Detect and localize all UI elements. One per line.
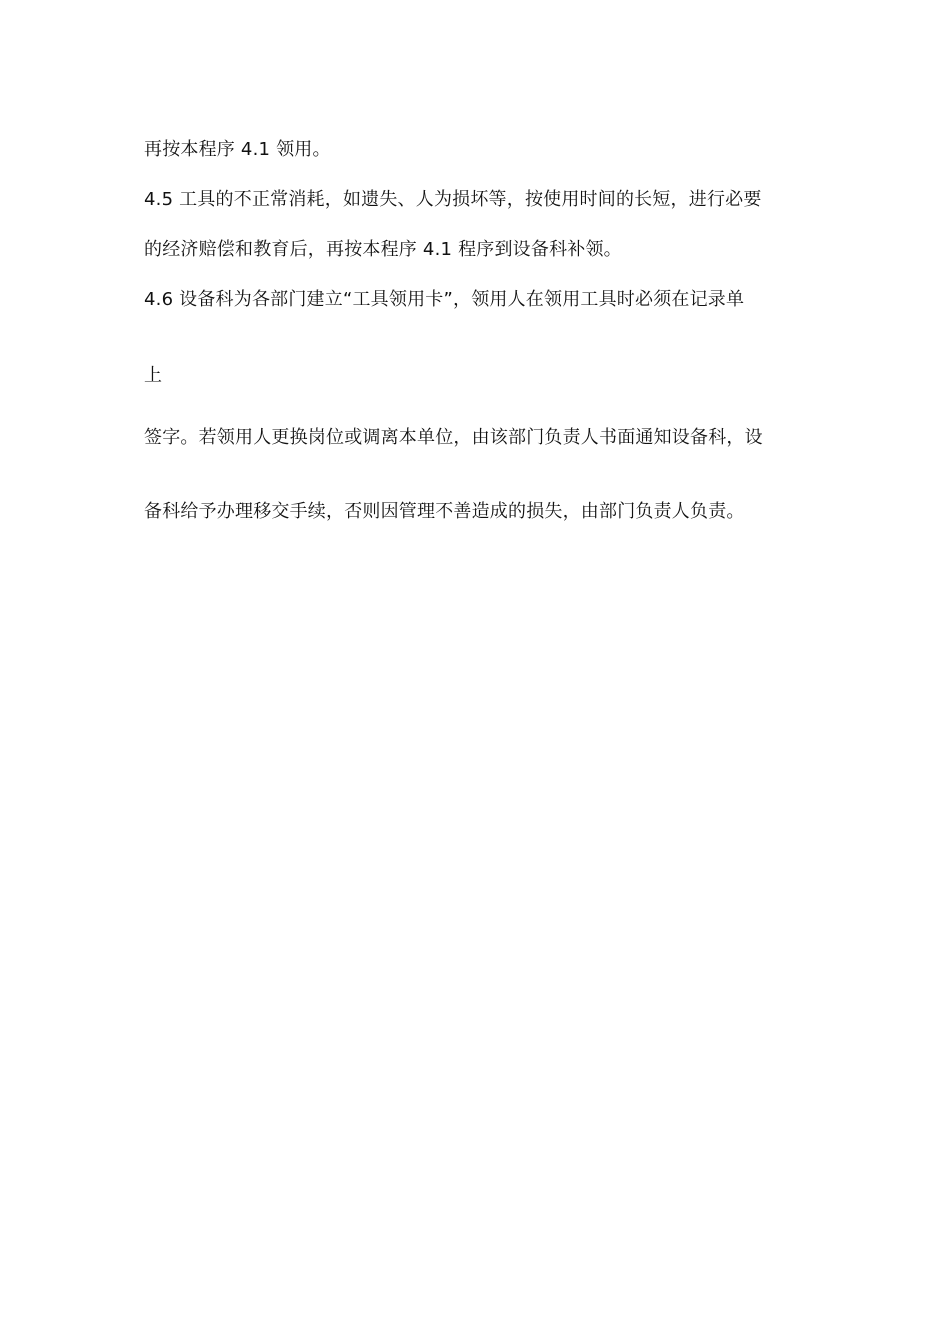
paragraph-line: 签字。若领用人更换岗位或调离本单位，由该部门负责人书面通知设备科，设 (144, 427, 763, 448)
paragraph-line: 4.5 工具的不正常消耗，如遗失、人为损坏等，按使用时间的长短，进行必要 (144, 189, 762, 210)
paragraph-line: 备科给予办理移交手续，否则因管理不善造成的损失，由部门负责人负责。 (144, 501, 745, 522)
paragraph-line: 上 (144, 365, 163, 386)
paragraph-line: 的经济赔偿和教育后，再按本程序 4.1 程序到设备科补领。 (144, 239, 622, 260)
paragraph-line: 4.6 设备科为各部门建立“工具领用卡”，领用人在领用工具时必须在记录单 (144, 289, 745, 310)
paragraph-line: 再按本程序 4.1 领用。 (144, 139, 331, 160)
